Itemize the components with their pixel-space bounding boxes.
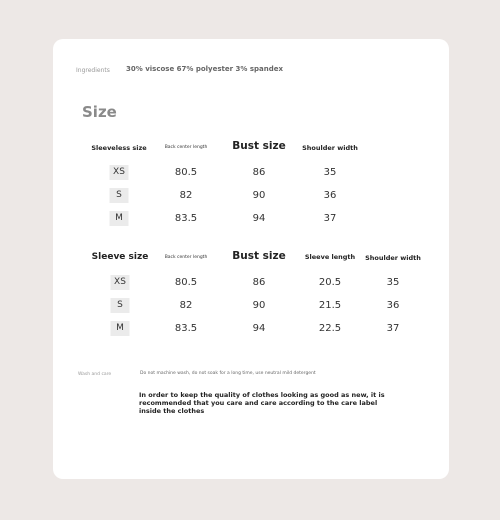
table-cell: 82 (179, 190, 193, 201)
table-cell: 35 (323, 167, 337, 178)
size-label-m: M (111, 321, 130, 336)
size-label-m: M (110, 211, 129, 226)
size-label-xs: XS (110, 165, 129, 180)
table-cell: 94 (252, 323, 266, 334)
table-cell: 21.5 (318, 300, 342, 311)
table-cell: 20.5 (318, 277, 342, 288)
table-cell: 83.5 (174, 323, 198, 334)
ingredients-value: 30% viscose 67% polyester 3% spandex (126, 65, 283, 73)
table-cell: 35 (386, 277, 400, 288)
size-label-s: S (110, 188, 129, 203)
table-cell: 90 (252, 300, 266, 311)
bust-size-header: Bust size (232, 140, 286, 152)
table-cell: 37 (386, 323, 400, 334)
bust-size-header: Bust size (232, 250, 286, 262)
care-note: In order to keep the quality of clothes looking as good as new, it is recommended that you care and care according to the care label inside the clothes (139, 391, 385, 415)
table-cell: 86 (252, 167, 266, 178)
sleeve-size-header: Sleeve size (91, 252, 149, 262)
table-cell: 90 (252, 190, 266, 201)
shoulder-width-header: Shoulder width (302, 144, 358, 152)
back-center-length-header: Back center length (164, 255, 208, 260)
size-chart-card (53, 39, 449, 479)
table-cell: 37 (323, 213, 337, 224)
table-cell: 83.5 (174, 213, 198, 224)
table-cell: 22.5 (318, 323, 342, 334)
table-cell: 36 (323, 190, 337, 201)
wash-care-value: Do not machine wash, do not soak for a long time, use neutral mild detergent (140, 371, 316, 376)
sleeveless-size-header: Sleeveless size (91, 144, 147, 152)
ingredients-label: Ingredients (76, 67, 110, 74)
size-label-xs: XS (111, 275, 130, 290)
sleeve-length-header: Sleeve length (304, 253, 356, 261)
shoulder-width-header: Shoulder width (365, 254, 421, 262)
table-cell: 36 (386, 300, 400, 311)
size-label-s: S (111, 298, 130, 313)
back-center-length-header: Back center length (164, 145, 208, 150)
table-cell: 80.5 (174, 277, 198, 288)
table-cell: 94 (252, 213, 266, 224)
table-cell: 80.5 (174, 167, 198, 178)
table-cell: 82 (179, 300, 193, 311)
size-title: Size (82, 103, 117, 121)
wash-care-label: Wash and care (78, 372, 112, 377)
table-cell: 86 (252, 277, 266, 288)
